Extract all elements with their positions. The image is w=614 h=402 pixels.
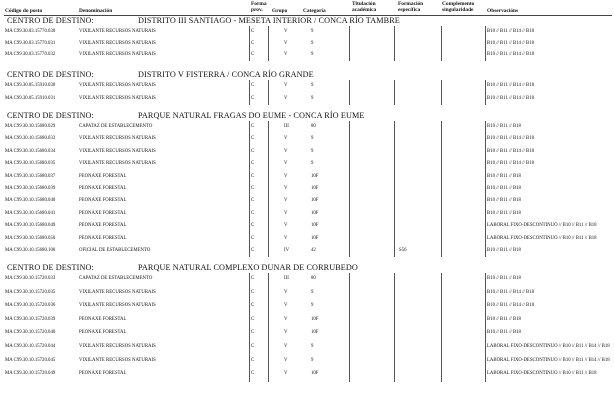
section-name: DISTRITO III SANTIAGO - MESETA INTERIOR / CONCA RÍO TAMBRE — [138, 16, 400, 25]
column-divider — [485, 80, 486, 105]
column-divider — [249, 273, 250, 382]
cell-code: MA C99.30.10.15680.037 — [5, 173, 56, 179]
cell-denominacion: VIXILANTE RECURSOS NATURAIS — [79, 40, 156, 46]
cell-denominacion: VIXILANTE RECURSOS NATURAIS — [79, 29, 156, 34]
cell-code: MA C99.30.03.15770.030 — [5, 29, 56, 34]
cell-categoria: 10F — [311, 371, 319, 377]
cell-denominacion: PEONAXE FORESTAL — [79, 198, 127, 204]
cell-categoria: 9 — [311, 161, 314, 167]
cell-observacions: LABORAL FIXO-DESCONTINUO // B10 // B11 // B18 — [487, 371, 597, 377]
column-divider — [441, 26, 442, 61]
cell-categoria: 9 — [311, 95, 314, 101]
section-name: PARQUE NATURAL COMPLEXO DUNAR DE CORRUBEDO — [138, 263, 358, 272]
cell-denominacion: VIXILANTE RECURSOS NATURAIS — [79, 344, 156, 349]
cell-code: MA C99.30.05.15910.031 — [5, 95, 56, 101]
cell-denominacion: VIXILANTE RECURSOS NATURAIS — [79, 95, 156, 101]
column-divider — [268, 273, 269, 382]
cell-categoria: 10F — [311, 186, 319, 191]
column-divider — [349, 26, 350, 61]
header-titulacion: Titulación académica — [352, 1, 377, 13]
cell-denominacion: VIXILANTE RECURSOS NATURAIS — [79, 136, 156, 142]
column-divider — [268, 26, 269, 61]
column-divider — [394, 80, 395, 105]
cell-grupo: V — [284, 186, 288, 191]
cell-observacions: LABORAL FIXO-DESCONTINUO // B10 // B11 // B14 // B18 — [487, 357, 610, 363]
cell-grupo: V — [284, 330, 288, 336]
cell-forma: C — [251, 371, 255, 377]
section-name: DISTRITO V FISTERRA / CONCA RÍO GRANDE — [138, 70, 314, 79]
section-label: CENTRO DE DESTINO: — [7, 111, 94, 120]
cell-forma: C — [251, 198, 255, 204]
cell-categoria: 10F — [311, 235, 319, 241]
cell-categoria: 9 — [311, 148, 314, 154]
cell-observacions: B10 // B11 // B14 // B18 — [487, 83, 534, 88]
cell-categoria: 10F — [311, 198, 319, 204]
cell-code: MA C99.30.10.15720.049 — [5, 371, 56, 377]
column-divider — [485, 26, 486, 61]
cell-forma: C — [251, 29, 255, 34]
cell-observacions: B10 // B11 // B18 — [487, 186, 521, 191]
section-label: CENTRO DE DESTINO: — [7, 70, 94, 79]
cell-grupo: IV — [284, 248, 290, 253]
cell-grupo: V — [284, 95, 288, 101]
cell-code: MA C99.30.10.15680.034 — [5, 148, 56, 154]
header-denominacion: Denominación — [79, 8, 113, 14]
cell-categoria: 10F — [311, 223, 319, 229]
cell-categoria: 9 — [311, 83, 314, 88]
header-formacion: Formación específica — [398, 1, 424, 13]
header-categoria: Categoría — [303, 8, 326, 14]
cell-denominacion: PEONAXE FORESTAL — [79, 316, 127, 322]
cell-grupo: V — [284, 161, 288, 167]
column-divider — [441, 273, 442, 382]
cell-forma: C — [251, 148, 255, 154]
cell-observacions: B10 // B11 // B18 — [487, 276, 521, 281]
cell-observacions: B10 // B11 // B18 — [487, 330, 521, 336]
cell-categoria: 9 — [311, 136, 314, 142]
cell-code: MA C99.30.10.15680.100 — [5, 248, 56, 253]
cell-categoria: 80 — [311, 276, 316, 281]
column-divider — [268, 121, 269, 257]
cell-code: MA C99.30.10.15680.039 — [5, 186, 56, 191]
cell-denominacion: CAPATAZ DE ESTABLECEMENTO — [79, 276, 153, 281]
cell-denominacion: VIXILANTE RECURSOS NATURAIS — [79, 161, 156, 167]
cell-categoria: 9 — [311, 289, 314, 295]
cell-categoria: 10F — [311, 210, 319, 216]
cell-denominacion: VIXILANTE RECURSOS NATURAIS — [79, 52, 156, 57]
cell-grupo: V — [284, 40, 288, 46]
cell-forma: C — [251, 330, 255, 336]
cell-forma: C — [251, 303, 255, 309]
cell-grupo: V — [284, 83, 288, 88]
column-divider — [249, 80, 250, 105]
cell-denominacion: PEONAXE FORESTAL — [79, 186, 127, 191]
header-grupo: Grupo — [272, 8, 288, 14]
cell-grupo: V — [284, 371, 288, 377]
cell-observacions: LABORAL FIXO-DESCONTINUO // B10 // B11 // B18 — [487, 223, 597, 229]
cell-code: MA C99.30.10.15680.041 — [5, 210, 56, 216]
column-divider — [485, 273, 486, 382]
cell-denominacion: VIXILANTE RECURSOS NATURAIS — [79, 303, 156, 309]
cell-denominacion: VIXILANTE RECURSOS NATURAIS — [79, 148, 156, 154]
cell-categoria: 9 — [311, 52, 314, 57]
header-complemento: Complemento singularidade — [442, 1, 475, 13]
cell-denominacion: PEONAXE FORESTAL — [79, 173, 127, 179]
cell-code: MA C99.30.10.15720.044 — [5, 344, 56, 349]
cell-denominacion: PEONAXE FORESTAL — [79, 235, 127, 241]
cell-categoria: 42 — [311, 248, 316, 253]
column-divider — [349, 273, 350, 382]
column-divider — [349, 121, 350, 257]
cell-categoria: 10F — [311, 173, 319, 179]
cell-categoria: 9 — [311, 40, 314, 46]
cell-observacions: B10 // B11 // B14 // B18 — [487, 29, 534, 34]
header-observacions: Observacións — [487, 8, 519, 14]
column-divider — [249, 26, 250, 61]
cell-observacions: B10 // B11 // B14 // B18 — [487, 148, 534, 154]
cell-code: MA C99.30.10.15720.033 — [5, 276, 56, 281]
cell-observacions: B10 // B11 // B18 — [487, 210, 521, 216]
cell-code: MA C99.30.10.15720.039 — [5, 316, 56, 322]
cell-forma: C — [251, 357, 255, 363]
cell-denominacion: VIXILANTE RECURSOS NATURAIS — [79, 289, 156, 295]
cell-denominacion: OFICIAL DE ESTABLECEMENTO — [79, 248, 151, 253]
cell-code: MA C99.30.10.15720.036 — [5, 303, 56, 309]
cell-denominacion: PEONAXE FORESTAL — [79, 330, 127, 336]
column-divider — [268, 80, 269, 105]
cell-forma: C — [251, 124, 255, 129]
cell-categoria: 10F — [311, 330, 319, 336]
cell-code: MA C99.30.10.15680.040 — [5, 198, 56, 204]
cell-observacions: B10 // B11 // B14 // B18 — [487, 95, 534, 101]
cell-formacion: S56 — [399, 248, 407, 253]
cell-denominacion: PEONAXE FORESTAL — [79, 210, 127, 216]
cell-observacions: B10 // B11 // B18 — [487, 124, 521, 129]
cell-observacions: LABORAL FIXO-DESCONTINUO // B10 // B11 // B18 — [487, 235, 597, 241]
cell-denominacion: CAPATAZ DE ESTABLECEMENTO — [79, 124, 153, 129]
cell-denominacion: PEONAXE FORESTAL — [79, 371, 127, 377]
header-codigo: Código do posto — [5, 8, 43, 14]
cell-code: MA C99.30.10.15720.035 — [5, 289, 56, 295]
cell-denominacion: VIXILANTE RECURSOS NATURAIS — [79, 83, 156, 88]
cell-observacions: B10 // B11 // B14 // B18 — [487, 136, 534, 142]
cell-grupo: V — [284, 223, 288, 229]
cell-code: MA C99.30.10.15680.049 — [5, 223, 56, 229]
column-divider — [249, 121, 250, 257]
section-label: CENTRO DE DESTINO: — [7, 16, 94, 25]
cell-categoria: 9 — [311, 357, 314, 363]
cell-observacions: B10 // B11 // B18 — [487, 173, 521, 179]
cell-forma: C — [251, 161, 255, 167]
cell-observacions: B10 // B11 // B18 — [487, 316, 521, 322]
cell-grupo: V — [284, 235, 288, 241]
section-label: CENTRO DE DESTINO: — [7, 263, 94, 272]
cell-categoria: 80 — [311, 124, 316, 129]
column-divider — [485, 121, 486, 257]
cell-observacions: LABORAL FIXO-DESCONTINUO // B10 // B11 // B14 // B18 — [487, 344, 610, 349]
cell-forma: C — [251, 136, 255, 142]
cell-code: MA C99.30.05.15910.030 — [5, 83, 56, 88]
cell-code: MA C99.30.10.15680.029 — [5, 124, 56, 129]
cell-observacions: B10 // B11 // B18 — [487, 198, 521, 204]
cell-grupo: V — [284, 316, 288, 322]
cell-forma: C — [251, 223, 255, 229]
cell-grupo: V — [284, 289, 288, 295]
cell-code: MA C99.30.10.15680.033 — [5, 136, 56, 142]
column-divider — [349, 80, 350, 105]
cell-grupo: V — [284, 29, 288, 34]
column-divider — [441, 121, 442, 257]
cell-observacions: B10 // B11 // B14 // B18 — [487, 303, 534, 309]
cell-denominacion: PEONAXE FORESTAL — [79, 223, 127, 229]
cell-grupo: V — [284, 173, 288, 179]
cell-categoria: 9 — [311, 303, 314, 309]
column-divider — [394, 273, 395, 382]
column-divider — [394, 121, 395, 257]
cell-grupo: V — [284, 148, 288, 154]
column-divider — [441, 80, 442, 105]
cell-code: MA C99.30.03.15770.032 — [5, 52, 56, 57]
cell-forma: C — [251, 173, 255, 179]
cell-categoria: 9 — [311, 29, 314, 34]
cell-observacions: B10 // B11 // B14 // B18 — [487, 40, 534, 46]
cell-categoria: 9 — [311, 344, 314, 349]
cell-code: MA C99.30.10.15720.045 — [5, 357, 56, 363]
header-forma: Forma prov. — [251, 1, 267, 13]
cell-grupo: V — [284, 52, 288, 57]
cell-forma: C — [251, 316, 255, 322]
cell-forma: C — [251, 95, 255, 101]
cell-forma: C — [251, 40, 255, 46]
section-name: PARQUE NATURAL FRAGAS DO EUME - CONCA RÍO EUME — [138, 111, 365, 120]
cell-forma: C — [251, 210, 255, 216]
cell-grupo: V — [284, 210, 288, 216]
cell-forma: C — [251, 248, 255, 253]
cell-observacions: B10 // B11 // B14 // B18 — [487, 289, 534, 295]
cell-grupo: V — [284, 198, 288, 204]
cell-grupo: III — [284, 124, 289, 129]
cell-forma: C — [251, 186, 255, 191]
cell-forma: C — [251, 52, 255, 57]
cell-grupo: V — [284, 136, 288, 142]
cell-code: MA C99.30.10.15720.040 — [5, 330, 56, 336]
cell-observacions: B10 // B11 // B18 — [487, 248, 521, 253]
cell-forma: C — [251, 83, 255, 88]
cell-code: MA C99.30.10.15680.035 — [5, 161, 56, 167]
cell-grupo: III — [284, 276, 289, 281]
cell-forma: C — [251, 344, 255, 349]
cell-observacions: B10 // B11 // B14 // B18 — [487, 52, 534, 57]
cell-denominacion: VIXILANTE RECURSOS NATURAIS — [79, 357, 156, 363]
column-divider — [394, 26, 395, 61]
cell-forma: C — [251, 276, 255, 281]
cell-forma: C — [251, 235, 255, 241]
cell-code: MA C99.30.10.15680.050 — [5, 235, 56, 241]
cell-forma: C — [251, 289, 255, 295]
cell-grupo: V — [284, 357, 288, 363]
cell-observacions: B10 // B11 // B14 // B18 — [487, 161, 534, 167]
cell-code: MA C99.30.03.15770.031 — [5, 40, 56, 46]
cell-grupo: V — [284, 344, 288, 349]
cell-categoria: 10F — [311, 316, 319, 322]
cell-grupo: V — [284, 303, 288, 309]
